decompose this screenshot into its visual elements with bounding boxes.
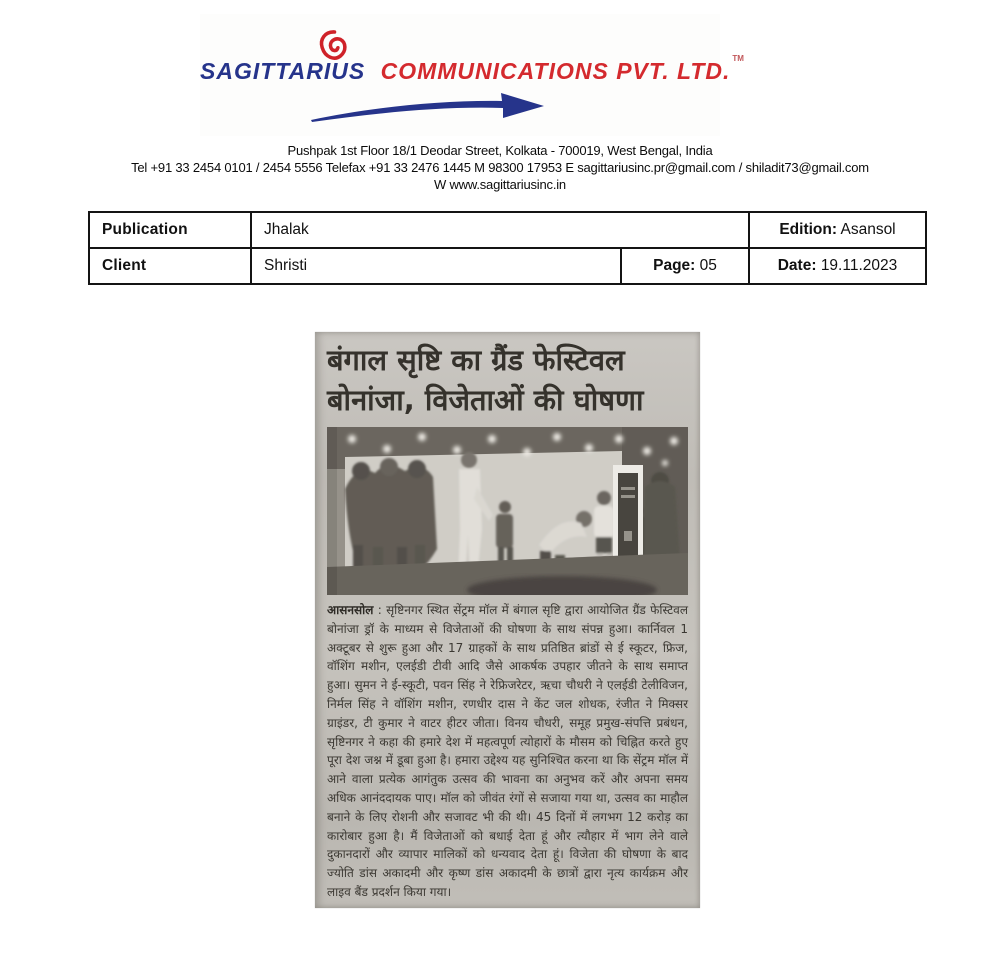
letterhead-address	[0, 142, 1000, 193]
clipping-photo	[327, 427, 688, 595]
address-line-1: Pushpak 1st Floor 18/1 Deodar Street, Kolkata - 700019, West Bengal, India	[287, 143, 713, 158]
article-headline	[327, 340, 688, 420]
headline-line-1: बंगाल सृष्टि का ग्रैंड फेस्टिवल	[327, 343, 625, 377]
page-cell	[621, 248, 749, 284]
edition-label: Edition:	[779, 221, 838, 238]
edition-value: Asansol	[840, 221, 896, 238]
article-text: : सृष्टिनगर स्थित सेंट्रम मॉल में बंगाल सृष्टि द्वारा आयोजित ग्रैंड फेस्टिवल बोनांजा ड्रॉ के माध्यम से विजेताओं की घोषणा के साथ संपन्न हुआ। कार्निवल 1 अक्टूबर से शुरू हुआ और 17 ग्राहकों के साथ प्रतिष्ठित ब्रांडों से ई स्कूटर, फ्रिज, वॉशिंग मशीन, एलईडी टीवी आदि जैसे आकर्षक उपहार जीतने के साथ समाप्त हुआ। सुमन ने ई-स्कूटी, पवन सिंह ने रेफ्रिजरेटर, ऋचा चौधरी ने एलईडी टेलीविजन, निर्मल सिंह ने वॉशिंग मशीन, रणधीर दास ने केंट जल शोधक, रंजीत ने मिक्सर ग्राइंडर, टी कुमार ने वाटर हीटर जीता। विनय चौधरी, समूह प्रमुख-संपत्ति प्रबंधन, सृष्टिनगर ने कहा की हमारे देश में महत्वपूर्ण त्योहारों के मौसम को चिह्नित करते हुए पूरा देश जश्न में डूबा हुआ है। हमारा उद्देश्य यह सुनिश्चित करना था कि सेंट्रम मॉल में आने वाला प्रत्येक आगंतुक उत्सव की भावना का अनुभव करें और अपना समय अधिक आनंददायक पाए। मॉल को जीवंत रंगों से सजाया गया था, उत्सव का माहौल बनाने के लिए रोशनी और सजावट भी की थी। 45 दिनों में लगभग 12 करोड़ का कारोबार हुआ है। मैं विजेताओं को बधाई देता हूं और त्यौहार में भाग लेने वाले दुकानदारों और व्यापार मालिकों को धन्यवाद देता हूं। विजेता की घोषणा के बाद ज्योति डांस अकादमी और कृष्ण डांस अकादमी के छात्रों द्वारा नृत्य कार्यक्रम और लाइव बैंड प्रदर्शन किया गया।	[327, 603, 688, 899]
date-value: 19.11.2023	[820, 257, 898, 274]
article-body	[327, 601, 688, 902]
address-line-3: W www.sagittariusinc.in	[434, 177, 566, 192]
trademark-symbol: TM	[732, 54, 744, 63]
client-value: Shristi	[251, 248, 621, 284]
table-row-publication	[89, 212, 926, 248]
date-label: Date:	[777, 257, 817, 274]
page-label: Page:	[653, 257, 696, 274]
table-row-client	[89, 248, 926, 284]
newspaper-clipping	[315, 332, 700, 908]
logo-arrow-icon	[308, 88, 548, 128]
date-cell	[749, 248, 926, 284]
page-value: 05	[699, 257, 717, 274]
company-logo	[200, 14, 744, 136]
edition-cell	[749, 212, 926, 248]
publication-label: Publication	[89, 212, 251, 248]
publication-value: Jhalak	[251, 212, 749, 248]
clipping-info-table	[88, 211, 927, 285]
article-dateline: आसनसोल	[327, 603, 374, 617]
address-line-2: Tel +91 33 2454 0101 / 2454 5556 Telefax +91 33 2476 1445 M 98300 17953 E sagittariusinc.pr@gmail.com / shiladit73@gmail.com	[131, 160, 869, 175]
client-label: Client	[89, 248, 251, 284]
brand-secondary-text: COMMUNICATIONS PVT. LTD.	[380, 58, 731, 84]
headline-line-2: बोनांजा, विजेताओं की घोषणा	[327, 383, 644, 417]
brand-primary-text: SAGITTARIUS	[200, 58, 366, 84]
brand-name	[200, 54, 744, 85]
